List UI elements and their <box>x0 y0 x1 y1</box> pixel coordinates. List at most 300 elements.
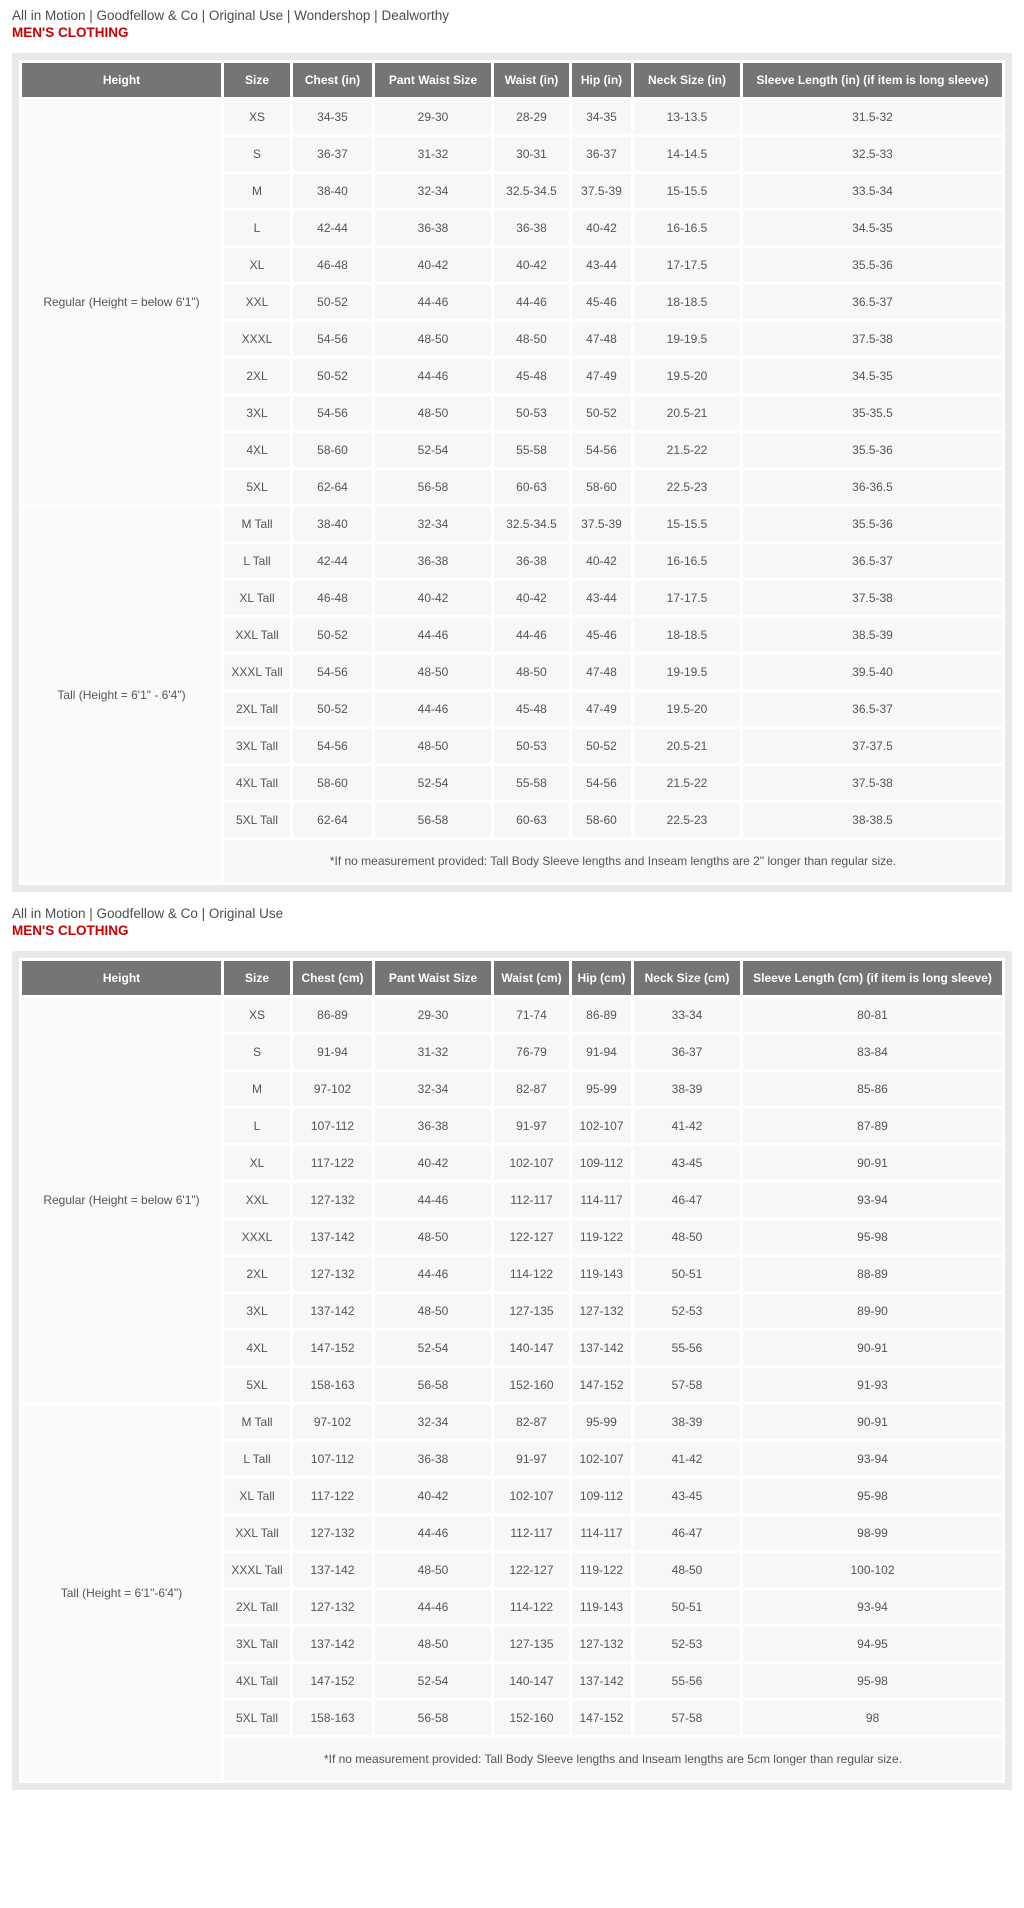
measurement-cell: 35.5-36 <box>743 433 1002 467</box>
measurement-cell: 45-46 <box>572 285 631 319</box>
measurement-cell: 57-58 <box>634 1368 740 1402</box>
measurement-cell: 50-52 <box>572 396 631 430</box>
measurement-cell: 19-19.5 <box>634 322 740 356</box>
measurement-cell: 41-42 <box>634 1442 740 1476</box>
measurement-cell: 48-50 <box>375 322 491 356</box>
column-header: Sleeve Length (in) (if item is long sleeve) <box>743 63 1002 97</box>
measurement-cell: 37.5-38 <box>743 766 1002 800</box>
measurement-cell: 82-87 <box>494 1072 569 1106</box>
measurement-cell: 100-102 <box>743 1553 1002 1587</box>
measurement-cell: 17-17.5 <box>634 581 740 615</box>
measurement-cell: 127-132 <box>572 1294 631 1328</box>
page-title: MEN'S CLOTHING <box>12 24 129 40</box>
size-cell: 4XL <box>224 1331 290 1365</box>
measurement-cell: 55-58 <box>494 766 569 800</box>
measurement-cell: 86-89 <box>293 998 372 1032</box>
measurement-cell: 85-86 <box>743 1072 1002 1106</box>
table-row <box>22 507 1002 541</box>
column-header: Pant Waist Size <box>375 63 491 97</box>
size-cell: XXXL Tall <box>224 655 290 689</box>
measurement-cell: 44-46 <box>375 1257 491 1291</box>
size-cell: M <box>224 174 290 208</box>
measurement-cell: 60-63 <box>494 803 569 837</box>
measurement-cell: 32-34 <box>375 1072 491 1106</box>
measurement-cell: 58-60 <box>572 470 631 504</box>
measurement-cell: 88-89 <box>743 1257 1002 1291</box>
size-cell: 2XL Tall <box>224 692 290 726</box>
measurement-cell: 107-112 <box>293 1109 372 1143</box>
measurement-cell: 29-30 <box>375 998 491 1032</box>
measurement-cell: 36-36.5 <box>743 470 1002 504</box>
measurement-cell: 48-50 <box>375 1627 491 1661</box>
height-group-label: Tall (Height = 6'1" - 6'4") <box>22 507 221 882</box>
measurement-cell: 98-99 <box>743 1516 1002 1550</box>
measurement-cell: 16-16.5 <box>634 211 740 245</box>
column-header: Waist (cm) <box>494 961 569 995</box>
measurement-cell: 127-132 <box>293 1257 372 1291</box>
measurement-cell: 50-51 <box>634 1257 740 1291</box>
measurement-cell: 40-42 <box>572 211 631 245</box>
measurement-cell: 56-58 <box>375 803 491 837</box>
measurement-cell: 83-84 <box>743 1035 1002 1069</box>
size-cell: XL Tall <box>224 581 290 615</box>
measurement-cell: 158-163 <box>293 1701 372 1735</box>
measurement-cell: 22.5-23 <box>634 803 740 837</box>
measurement-cell: 50-53 <box>494 729 569 763</box>
measurement-cell: 90-91 <box>743 1405 1002 1439</box>
measurement-cell: 90-91 <box>743 1146 1002 1180</box>
measurement-cell: 54-56 <box>572 766 631 800</box>
measurement-cell: 56-58 <box>375 1368 491 1402</box>
measurement-cell: 127-135 <box>494 1627 569 1661</box>
measurement-cell: 54-56 <box>293 396 372 430</box>
measurement-cell: 52-54 <box>375 1664 491 1698</box>
measurement-cell: 48-50 <box>375 1553 491 1587</box>
size-cell: 4XL Tall <box>224 766 290 800</box>
size-cell: S <box>224 137 290 171</box>
table-footnote: *If no measurement provided: Tall Body Sleeve lengths and Inseam lengths are 2" longer than regular size. <box>224 840 1002 882</box>
column-header: Waist (in) <box>494 63 569 97</box>
measurement-cell: 46-47 <box>634 1183 740 1217</box>
measurement-cell: 31.5-32 <box>743 100 1002 134</box>
measurement-cell: 119-143 <box>572 1257 631 1291</box>
measurement-cell: 137-142 <box>293 1294 372 1328</box>
measurement-cell: 38-39 <box>634 1072 740 1106</box>
measurement-cell: 93-94 <box>743 1590 1002 1624</box>
size-cell: 4XL <box>224 433 290 467</box>
measurement-cell: 33-34 <box>634 998 740 1032</box>
measurement-cell: 36.5-37 <box>743 692 1002 726</box>
measurement-cell: 44-46 <box>375 359 491 393</box>
size-cell: 4XL Tall <box>224 1664 290 1698</box>
table-row <box>22 100 1002 134</box>
measurement-cell: 137-142 <box>293 1220 372 1254</box>
measurement-cell: 137-142 <box>572 1331 631 1365</box>
column-header: Size <box>224 63 290 97</box>
measurement-cell: 38.5-39 <box>743 618 1002 652</box>
measurement-cell: 48-50 <box>494 655 569 689</box>
column-header: Size <box>224 961 290 995</box>
measurement-cell: 43-44 <box>572 248 631 282</box>
measurement-cell: 35.5-36 <box>743 248 1002 282</box>
measurement-cell: 48-50 <box>375 396 491 430</box>
measurement-cell: 36-38 <box>494 211 569 245</box>
measurement-cell: 55-58 <box>494 433 569 467</box>
measurement-cell: 32-34 <box>375 1405 491 1439</box>
measurement-cell: 95-99 <box>572 1072 631 1106</box>
measurement-cell: 48-50 <box>375 655 491 689</box>
measurement-cell: 36-38 <box>375 1109 491 1143</box>
size-cell: XL <box>224 1146 290 1180</box>
measurement-cell: 58-60 <box>293 433 372 467</box>
measurement-cell: 20.5-21 <box>634 729 740 763</box>
size-cell: L Tall <box>224 544 290 578</box>
measurement-cell: 31-32 <box>375 137 491 171</box>
size-cell: 2XL <box>224 1257 290 1291</box>
size-cell: 3XL Tall <box>224 1627 290 1661</box>
measurement-cell: 31-32 <box>375 1035 491 1069</box>
table-footnote: *If no measurement provided: Tall Body Sleeve lengths and Inseam lengths are 5cm longer than regular size. <box>224 1738 1002 1780</box>
measurement-cell: 95-99 <box>572 1405 631 1439</box>
measurement-cell: 36-38 <box>375 1442 491 1476</box>
size-cell: XL Tall <box>224 1479 290 1513</box>
measurement-cell: 93-94 <box>743 1442 1002 1476</box>
size-chart-container-cm <box>12 951 1012 1790</box>
measurement-cell: 42-44 <box>293 211 372 245</box>
measurement-cell: 91-94 <box>293 1035 372 1069</box>
size-cell: XXL <box>224 1183 290 1217</box>
measurement-cell: 102-107 <box>494 1479 569 1513</box>
measurement-cell: 50-53 <box>494 396 569 430</box>
measurement-cell: 45-46 <box>572 618 631 652</box>
measurement-cell: 114-122 <box>494 1257 569 1291</box>
measurement-cell: 94-95 <box>743 1627 1002 1661</box>
brand-list: All in Motion | Goodfellow & Co | Original Use | Wondershop | Dealworthy <box>12 8 449 23</box>
measurement-cell: 127-132 <box>293 1183 372 1217</box>
measurement-cell: 32.5-33 <box>743 137 1002 171</box>
size-cell: XXXL <box>224 1220 290 1254</box>
measurement-cell: 91-94 <box>572 1035 631 1069</box>
measurement-cell: 147-152 <box>572 1701 631 1735</box>
measurement-cell: 50-52 <box>293 618 372 652</box>
measurement-cell: 52-53 <box>634 1627 740 1661</box>
measurement-cell: 56-58 <box>375 1701 491 1735</box>
measurement-cell: 44-46 <box>375 618 491 652</box>
size-cell: XS <box>224 998 290 1032</box>
measurement-cell: 152-160 <box>494 1368 569 1402</box>
measurement-cell: 35.5-36 <box>743 507 1002 541</box>
measurement-cell: 19.5-20 <box>634 692 740 726</box>
measurement-cell: 30-31 <box>494 137 569 171</box>
measurement-cell: 47-49 <box>572 359 631 393</box>
measurement-cell: 152-160 <box>494 1701 569 1735</box>
size-cell: 3XL Tall <box>224 729 290 763</box>
size-cell: XXL Tall <box>224 618 290 652</box>
measurement-cell: 44-46 <box>494 618 569 652</box>
measurement-cell: 122-127 <box>494 1553 569 1587</box>
height-group-label: Regular (Height = below 6'1") <box>22 100 221 504</box>
measurement-cell: 102-107 <box>572 1109 631 1143</box>
measurement-cell: 37-37.5 <box>743 729 1002 763</box>
measurement-cell: 18-18.5 <box>634 285 740 319</box>
measurement-cell: 50-52 <box>293 285 372 319</box>
measurement-cell: 17-17.5 <box>634 248 740 282</box>
size-cell: XS <box>224 100 290 134</box>
measurement-cell: 117-122 <box>293 1479 372 1513</box>
measurement-cell: 119-122 <box>572 1553 631 1587</box>
measurement-cell: 50-52 <box>293 359 372 393</box>
measurement-cell: 40-42 <box>494 248 569 282</box>
measurement-cell: 19-19.5 <box>634 655 740 689</box>
measurement-cell: 71-74 <box>494 998 569 1032</box>
measurement-cell: 40-42 <box>375 1146 491 1180</box>
header-row <box>22 63 1002 97</box>
measurement-cell: 112-117 <box>494 1516 569 1550</box>
measurement-cell: 58-60 <box>572 803 631 837</box>
measurement-cell: 14-14.5 <box>634 137 740 171</box>
page-title: MEN'S CLOTHING <box>12 922 129 938</box>
size-cell: M <box>224 1072 290 1106</box>
column-header: Pant Waist Size <box>375 961 491 995</box>
measurement-cell: 48-50 <box>494 322 569 356</box>
measurement-cell: 47-49 <box>572 692 631 726</box>
measurement-cell: 117-122 <box>293 1146 372 1180</box>
table-row <box>22 1405 1002 1439</box>
size-cell: 2XL <box>224 359 290 393</box>
measurement-cell: 48-50 <box>375 729 491 763</box>
measurement-cell: 34.5-35 <box>743 359 1002 393</box>
measurement-cell: 36-37 <box>634 1035 740 1069</box>
measurement-cell: 54-56 <box>293 655 372 689</box>
column-header: Neck Size (in) <box>634 63 740 97</box>
measurement-cell: 57-58 <box>634 1701 740 1735</box>
measurement-cell: 58-60 <box>293 766 372 800</box>
measurement-cell: 36-37 <box>572 137 631 171</box>
measurement-cell: 40-42 <box>375 581 491 615</box>
size-cell: L <box>224 211 290 245</box>
measurement-cell: 37.5-38 <box>743 581 1002 615</box>
measurement-cell: 52-54 <box>375 1331 491 1365</box>
measurement-cell: 50-52 <box>572 729 631 763</box>
height-group-label: Regular (Height = below 6'1") <box>22 998 221 1402</box>
measurement-cell: 102-107 <box>494 1146 569 1180</box>
measurement-cell: 37.5-39 <box>572 174 631 208</box>
measurement-cell: 60-63 <box>494 470 569 504</box>
measurement-cell: 86-89 <box>572 998 631 1032</box>
measurement-cell: 19.5-20 <box>634 359 740 393</box>
measurement-cell: 34-35 <box>572 100 631 134</box>
measurement-cell: 114-117 <box>572 1516 631 1550</box>
measurement-cell: 32-34 <box>375 174 491 208</box>
measurement-cell: 15-15.5 <box>634 174 740 208</box>
measurement-cell: 44-46 <box>375 1516 491 1550</box>
measurement-cell: 50-51 <box>634 1590 740 1624</box>
header-row <box>22 961 1002 995</box>
brand-list: All in Motion | Goodfellow & Co | Original Use <box>12 906 284 922</box>
size-cell: XXXL <box>224 322 290 356</box>
measurement-cell: 91-93 <box>743 1368 1002 1402</box>
measurement-cell: 40-42 <box>375 1479 491 1513</box>
measurement-cell: 37.5-39 <box>572 507 631 541</box>
measurement-cell: 48-50 <box>634 1553 740 1587</box>
measurement-cell: 114-122 <box>494 1590 569 1624</box>
measurement-cell: 82-87 <box>494 1405 569 1439</box>
measurement-cell: 36-38 <box>375 211 491 245</box>
size-chart-section-cm <box>12 906 1012 1790</box>
measurement-cell: 32.5-34.5 <box>494 174 569 208</box>
measurement-cell: 95-98 <box>743 1664 1002 1698</box>
measurement-cell: 114-117 <box>572 1183 631 1217</box>
measurement-cell: 46-48 <box>293 581 372 615</box>
size-chart-container-inches <box>12 53 1012 892</box>
size-cell: 5XL <box>224 470 290 504</box>
size-cell: XXXL Tall <box>224 1553 290 1587</box>
measurement-cell: 36-38 <box>494 544 569 578</box>
column-header: Hip (cm) <box>572 961 631 995</box>
measurement-cell: 16-16.5 <box>634 544 740 578</box>
size-cell: 2XL Tall <box>224 1590 290 1624</box>
measurement-cell: 46-47 <box>634 1516 740 1550</box>
measurement-cell: 137-142 <box>572 1664 631 1698</box>
measurement-cell: 43-44 <box>572 581 631 615</box>
measurement-cell: 127-132 <box>293 1516 372 1550</box>
measurement-cell: 80-81 <box>743 998 1002 1032</box>
measurement-cell: 54-56 <box>572 433 631 467</box>
column-header: Sleeve Length (cm) (if item is long sleeve) <box>743 961 1002 995</box>
measurement-cell: 91-97 <box>494 1442 569 1476</box>
measurement-cell: 48-50 <box>375 1294 491 1328</box>
measurement-cell: 34.5-35 <box>743 211 1002 245</box>
height-group-label: Tall (Height = 6'1"-6'4") <box>22 1405 221 1780</box>
measurement-cell: 56-58 <box>375 470 491 504</box>
measurement-cell: 98 <box>743 1701 1002 1735</box>
measurement-cell: 36-37 <box>293 137 372 171</box>
measurement-cell: 22.5-23 <box>634 470 740 504</box>
measurement-cell: 140-147 <box>494 1664 569 1698</box>
measurement-cell: 37.5-38 <box>743 322 1002 356</box>
measurement-cell: 29-30 <box>375 100 491 134</box>
measurement-cell: 95-98 <box>743 1220 1002 1254</box>
measurement-cell: 52-53 <box>634 1294 740 1328</box>
measurement-cell: 45-48 <box>494 359 569 393</box>
measurement-cell: 102-107 <box>572 1442 631 1476</box>
column-header: Chest (in) <box>293 63 372 97</box>
measurement-cell: 40-42 <box>494 581 569 615</box>
measurement-cell: 147-152 <box>293 1331 372 1365</box>
measurement-cell: 95-98 <box>743 1479 1002 1513</box>
measurement-cell: 44-46 <box>375 285 491 319</box>
measurement-cell: 36.5-37 <box>743 544 1002 578</box>
column-header: Height <box>22 961 221 995</box>
measurement-cell: 109-112 <box>572 1479 631 1513</box>
measurement-cell: 13-13.5 <box>634 100 740 134</box>
measurement-cell: 44-46 <box>375 1590 491 1624</box>
column-header: Height <box>22 63 221 97</box>
measurement-cell: 119-143 <box>572 1590 631 1624</box>
measurement-cell: 140-147 <box>494 1331 569 1365</box>
measurement-cell: 21.5-22 <box>634 433 740 467</box>
measurement-cell: 119-122 <box>572 1220 631 1254</box>
measurement-cell: 40-42 <box>375 248 491 282</box>
measurement-cell: 62-64 <box>293 803 372 837</box>
measurement-cell: 55-56 <box>634 1331 740 1365</box>
column-header: Hip (in) <box>572 63 631 97</box>
measurement-cell: 36.5-37 <box>743 285 1002 319</box>
measurement-cell: 55-56 <box>634 1664 740 1698</box>
measurement-cell: 127-132 <box>572 1627 631 1661</box>
measurement-cell: 137-142 <box>293 1553 372 1587</box>
size-cell: 5XL Tall <box>224 1701 290 1735</box>
measurement-cell: 44-46 <box>494 285 569 319</box>
measurement-cell: 127-132 <box>293 1590 372 1624</box>
measurement-cell: 34-35 <box>293 100 372 134</box>
size-cell: XXL <box>224 285 290 319</box>
measurement-cell: 38-39 <box>634 1405 740 1439</box>
measurement-cell: 62-64 <box>293 470 372 504</box>
measurement-cell: 50-52 <box>293 692 372 726</box>
measurement-cell: 33.5-34 <box>743 174 1002 208</box>
measurement-cell: 32-34 <box>375 507 491 541</box>
column-header: Chest (cm) <box>293 961 372 995</box>
size-cell: 3XL <box>224 396 290 430</box>
size-cell: 5XL Tall <box>224 803 290 837</box>
measurement-cell: 46-48 <box>293 248 372 282</box>
size-cell: L <box>224 1109 290 1143</box>
measurement-cell: 109-112 <box>572 1146 631 1180</box>
measurement-cell: 87-89 <box>743 1109 1002 1143</box>
measurement-cell: 45-48 <box>494 692 569 726</box>
table-row <box>22 998 1002 1032</box>
measurement-cell: 32.5-34.5 <box>494 507 569 541</box>
measurement-cell: 52-54 <box>375 766 491 800</box>
measurement-cell: 38-40 <box>293 174 372 208</box>
measurement-cell: 42-44 <box>293 544 372 578</box>
size-chart-section-inches <box>12 8 1012 892</box>
measurement-cell: 44-46 <box>375 692 491 726</box>
measurement-cell: 38-38.5 <box>743 803 1002 837</box>
measurement-cell: 44-46 <box>375 1183 491 1217</box>
measurement-cell: 97-102 <box>293 1405 372 1439</box>
measurement-cell: 47-48 <box>572 322 631 356</box>
measurement-cell: 52-54 <box>375 433 491 467</box>
measurement-cell: 36-38 <box>375 544 491 578</box>
measurement-cell: 48-50 <box>634 1220 740 1254</box>
measurement-cell: 122-127 <box>494 1220 569 1254</box>
size-chart-table-cm <box>19 958 1005 1783</box>
measurement-cell: 47-48 <box>572 655 631 689</box>
measurement-cell: 137-142 <box>293 1627 372 1661</box>
measurement-cell: 147-152 <box>572 1368 631 1402</box>
measurement-cell: 43-45 <box>634 1479 740 1513</box>
measurement-cell: 40-42 <box>572 544 631 578</box>
measurement-cell: 43-45 <box>634 1146 740 1180</box>
size-cell: M Tall <box>224 1405 290 1439</box>
size-cell: XXL Tall <box>224 1516 290 1550</box>
size-chart-table-inches <box>19 60 1005 885</box>
measurement-cell: 107-112 <box>293 1442 372 1476</box>
measurement-cell: 91-97 <box>494 1109 569 1143</box>
measurement-cell: 35-35.5 <box>743 396 1002 430</box>
measurement-cell: 158-163 <box>293 1368 372 1402</box>
measurement-cell: 41-42 <box>634 1109 740 1143</box>
column-header: Neck Size (cm) <box>634 961 740 995</box>
size-cell: M Tall <box>224 507 290 541</box>
measurement-cell: 89-90 <box>743 1294 1002 1328</box>
size-cell: L Tall <box>224 1442 290 1476</box>
measurement-cell: 21.5-22 <box>634 766 740 800</box>
measurement-cell: 20.5-21 <box>634 396 740 430</box>
measurement-cell: 15-15.5 <box>634 507 740 541</box>
